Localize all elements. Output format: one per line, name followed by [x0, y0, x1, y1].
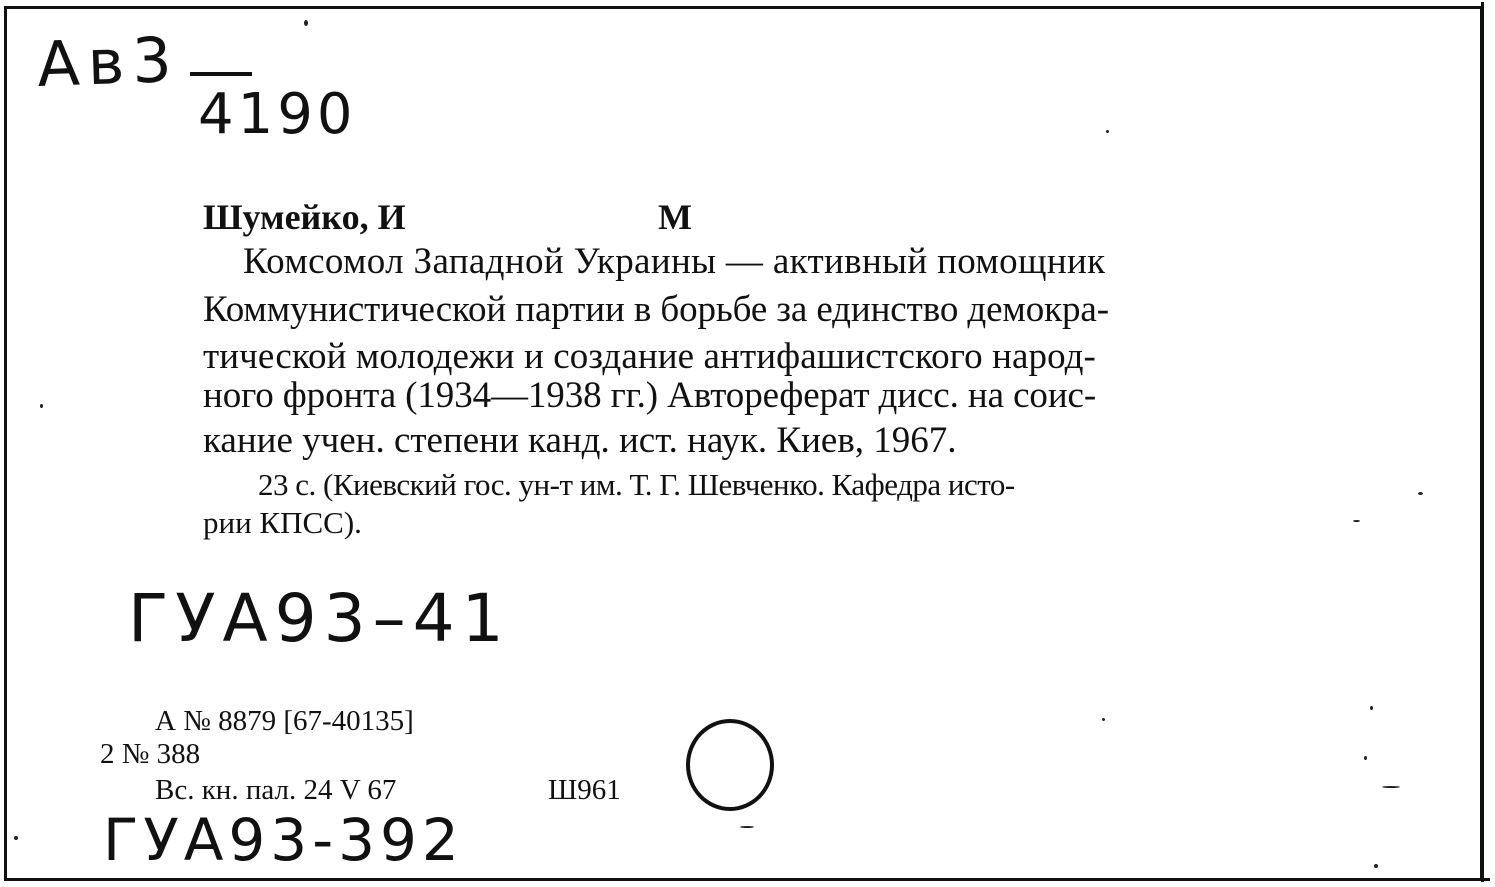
- registry-code: Ш961: [548, 774, 621, 806]
- registry-line: Вс. кн. пал. 24 V 67: [155, 774, 397, 806]
- shelfmark-number: 4190: [198, 82, 357, 147]
- scan-speck: [740, 826, 754, 828]
- registry-line: 2 № 388: [100, 738, 201, 770]
- scan-speck: [40, 404, 43, 408]
- scan-speck: [1382, 786, 1400, 788]
- scan-speck: [1353, 520, 1360, 522]
- stamp-circle: [686, 719, 774, 811]
- title-line: тической молодежи и создание антифашистского народ-: [203, 336, 1096, 377]
- handwritten-code: ГУА93–41: [128, 580, 511, 657]
- shelfmark-fraction-bar: [190, 72, 252, 76]
- card-right-edge: [1481, 2, 1484, 882]
- scan-speck: [304, 20, 308, 26]
- scan-speck: [1370, 706, 1373, 710]
- title-line: Комсомол Западной Украины — активный помощник: [243, 241, 1106, 282]
- scan-speck: [1374, 864, 1378, 868]
- scan-speck: [1106, 130, 1109, 133]
- author-name: Шумейко, И: [203, 197, 406, 237]
- handwritten-code: ГУА93-392: [103, 806, 464, 874]
- title-line: Коммунистической партии в борьбе за единство демокра-: [203, 289, 1109, 330]
- collation-line: рии КПСС).: [203, 505, 362, 540]
- scan-speck: [1364, 756, 1367, 760]
- author-initial: М: [658, 197, 692, 237]
- scan-speck: [14, 836, 18, 840]
- collation-line: 23 с. (Киевский гос. ун-т им. Т. Г. Шевченко. Кафедра исто-: [258, 467, 1015, 502]
- scan-speck: [1418, 492, 1423, 495]
- shelfmark-code: Ав3: [36, 23, 181, 101]
- scan-speck: [1102, 718, 1105, 721]
- title-line: кание учен. степени канд. ист. наук. Киев, 1967.: [203, 420, 957, 461]
- registry-line: А № 8879 [67-40135]: [155, 705, 414, 737]
- card-bottom-edge: [4, 878, 1490, 881]
- title-line: ного фронта (1934—1938 гг.) Автореферат дисс. на соис-: [203, 375, 1097, 416]
